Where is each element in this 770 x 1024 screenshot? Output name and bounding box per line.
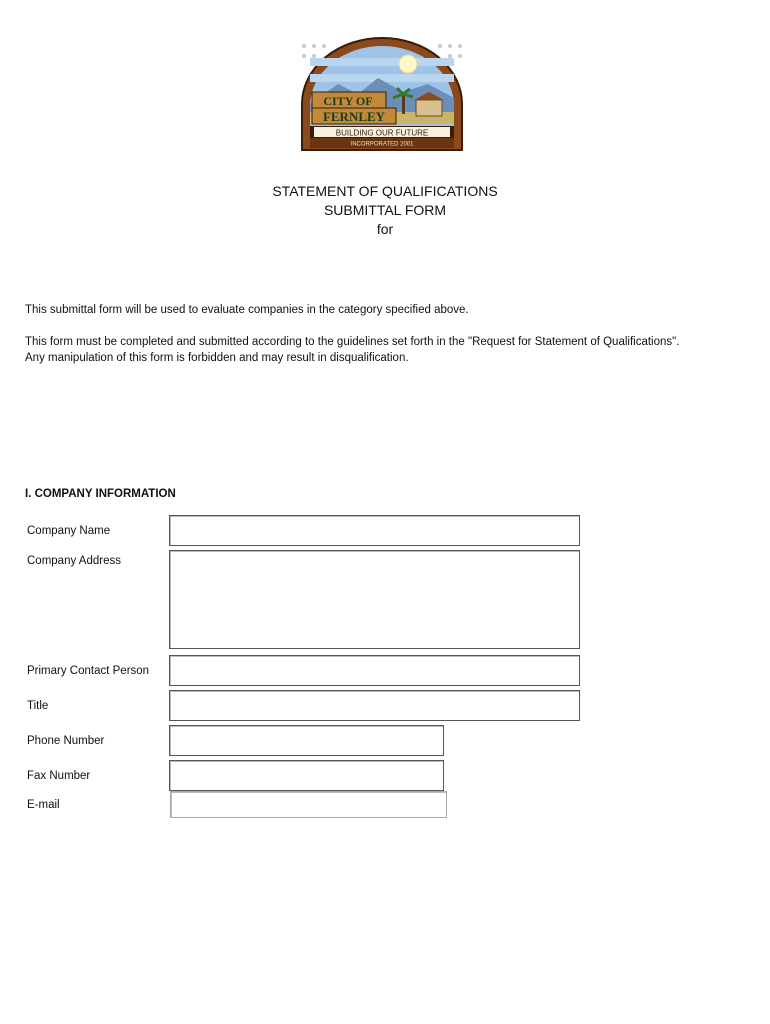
form-title-line1: STATEMENT OF QUALIFICATIONS	[272, 183, 498, 199]
company-address-label: Company Address	[27, 555, 121, 567]
fax-number-label: Fax Number	[27, 770, 91, 782]
form-title-line3: for	[376, 221, 394, 237]
company-name-field[interactable]	[169, 515, 580, 546]
contact-person-field[interactable]	[169, 655, 580, 686]
logo-motto: BUILDING OUR FUTURE	[335, 128, 429, 138]
intro-paragraph-2a: This form must be completed and submitted according to the guidelines set forth in the "Request for Statement of Qualifications".	[25, 336, 680, 348]
logo-line2: FERNLEY	[322, 109, 386, 124]
company-name-label: Company Name	[27, 525, 111, 537]
title-label: Title	[27, 700, 49, 712]
form-title-line2: SUBMITTAL FORM	[323, 202, 447, 218]
title-field[interactable]	[169, 690, 580, 721]
email-field[interactable]	[170, 791, 447, 818]
logo-incorporated: INCORPORATED 2001	[350, 141, 414, 148]
company-address-field[interactable]	[169, 550, 580, 649]
intro-paragraph-1: This submittal form will be used to evaluate companies in the category specified above.	[25, 304, 469, 316]
fax-number-field[interactable]	[169, 760, 444, 791]
phone-number-field[interactable]	[169, 725, 444, 756]
logo-line1: CITY OF	[323, 94, 373, 108]
phone-number-label: Phone Number	[27, 735, 105, 747]
section-company-information: I. COMPANY INFORMATION	[25, 488, 176, 500]
city-of-fernley-logo	[298, 34, 466, 152]
email-label: E-mail	[27, 799, 60, 811]
intro-paragraph-2b: Any manipulation of this form is forbidden and may result in disqualification.	[25, 352, 409, 364]
contact-person-label: Primary Contact Person	[27, 665, 150, 677]
